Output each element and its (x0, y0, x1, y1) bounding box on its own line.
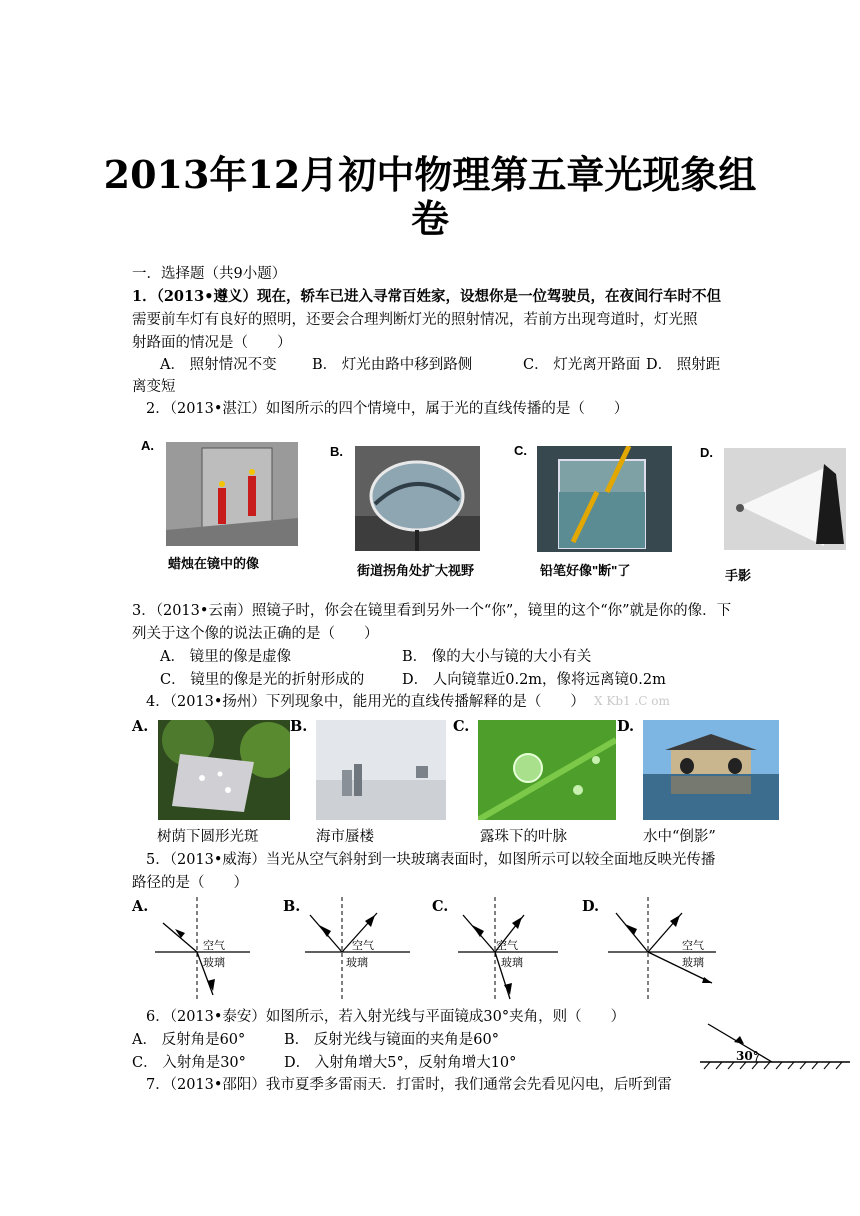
q2-label-c: C. (514, 443, 527, 458)
q4-label-b: B. (290, 718, 308, 735)
q2-image-b-convex-mirror (355, 446, 480, 551)
q3-option-b: B． 像的大小与镜的大小有关 (402, 649, 592, 665)
watermark: X Kb1 .C om (594, 694, 670, 708)
q4-image-b-mirage (316, 720, 446, 820)
q2-image-a-candle-mirror (150, 440, 300, 550)
q3-option-c: C． 镜里的像是光的折射形成的 (160, 672, 365, 688)
q3-option-d: D． 人向镜靠近0.2m，像将远离镜0.2m (402, 672, 666, 688)
q2-caption-c: 铅笔好像"断"了 (540, 563, 631, 578)
q2-label-b: B. (330, 444, 343, 459)
q6-stem: 6．（2013•泰安）如图所示，若入射光线与平面镜成30°夹角，则（ ） (146, 1009, 626, 1025)
q3-line1: 3．（2013•云南）照镜子时，你会在镜里看到另外一个“你”，镜里的这个“你”就是你的像．下 (132, 603, 732, 619)
page-title: 2013年12月初中物理第五章光现象组 (103, 152, 757, 197)
q2-image-d-shadow (724, 448, 846, 550)
q3-option-a: A． 镜里的像是虚像 (160, 649, 292, 665)
q1-line3: 射路面的情况是（ ） (132, 335, 292, 351)
q6-mirror-diagram (700, 1020, 850, 1070)
q4-caption-c: 露珠下的叶脉 (480, 829, 567, 845)
q1-option-d-cont: 离变短 (132, 379, 176, 395)
q4-caption-d: 水中“倒影” (643, 829, 716, 845)
q5-air-b: 空气 (352, 939, 374, 952)
q5-label-d: D. (582, 898, 600, 915)
q5-glass-d: 玻璃 (682, 956, 704, 969)
q5-air-c: 空气 (496, 939, 518, 952)
q5-label-c: C. (432, 898, 449, 915)
q7-stem: 7．（2013•邵阳）我市夏季多雷雨天．打雷时，我们通常会先看见闪电，后听到雷 (146, 1077, 672, 1093)
q5-air-d: 空气 (682, 939, 704, 952)
q3-line2: 列关于这个像的说法正确的是（ ） (132, 626, 379, 642)
q2-stem: 2．（2013•湛江）如图所示的四个情境中，属于光的直线传播的是（ ） (146, 401, 629, 417)
q2-caption-b: 街道拐角处扩大视野 (357, 563, 475, 578)
q4-label-a: A. (132, 718, 149, 735)
q4-image-c-dewdrop (478, 720, 616, 820)
q4-stem: 4．（2013•扬州）下列现象中，能用光的直线传播解释的是（ ） (146, 694, 585, 710)
q4-caption-b: 海市蜃楼 (316, 829, 374, 845)
page-title-cont: 卷 (410, 196, 449, 241)
q2-label-d: D. (700, 445, 713, 460)
q1-line2: 需要前车灯有良好的照明，还要会合理判断灯光的照射情况，若前方出现弯道时，灯光照 (132, 312, 698, 328)
q1-option-b: B． 灯光由路中移到路侧 (312, 357, 473, 373)
q4-label-c: C. (453, 718, 470, 735)
q5-line1: 5．（2013•威海）当光从空气斜射到一块玻璃表面时，如图所示可以较全面地反映光传播 (146, 852, 716, 868)
q6-option-a: A． 反射角是60° (132, 1032, 246, 1048)
q6-option-c: C． 入射角是30° (132, 1055, 246, 1071)
q2-caption-d: 手影 (725, 568, 752, 583)
q6-option-b: B． 反射光线与镜面的夹角是60° (284, 1032, 499, 1048)
q5-glass-c: 玻璃 (501, 956, 523, 969)
q2-caption-a: 蜡烛在镜中的像 (168, 556, 260, 571)
q1-line1: 1．（2013•遵义）现在，轿车已进入寻常百姓家，设想你是一位驾驶员，在夜间行车时不但 (132, 288, 721, 305)
q5-air-a: 空气 (203, 939, 225, 952)
section-heading: 一．选择题（共9小题） (132, 266, 287, 282)
q5-label-a: A. (132, 898, 149, 915)
q4-caption-a: 树荫下圆形光斑 (157, 829, 259, 845)
q5-line2: 路径的是（ ） (132, 875, 248, 891)
q5-label-b: B. (283, 898, 301, 915)
q6-option-d: D． 入射角增大5°，反射角增大10° (284, 1055, 517, 1071)
q6-angle-label: 30° (736, 1049, 759, 1063)
q2-image-c-pencil-glass (537, 446, 672, 552)
q4-image-a-light-spots (158, 720, 290, 820)
q1-option-a: A． 照射情况不变 (160, 357, 277, 373)
q5-glass-b: 玻璃 (346, 956, 368, 969)
q5-glass-a: 玻璃 (203, 956, 225, 969)
q4-label-d: D. (617, 718, 635, 735)
q1-option-c: C． 灯光离开路面 (523, 357, 641, 373)
q4-image-d-reflection (643, 720, 779, 820)
q2-label-a: A. (141, 438, 154, 453)
q1-option-d: D． 照射距 (646, 357, 721, 373)
